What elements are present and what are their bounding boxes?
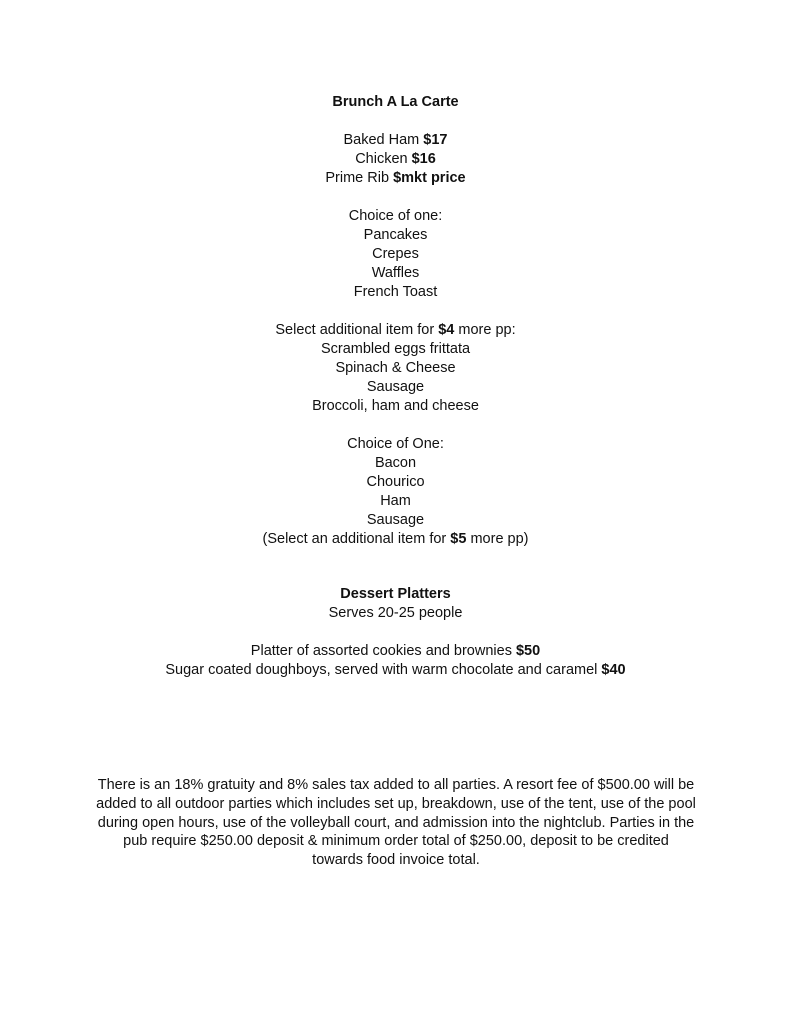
- additional-heading: Select additional item for $4 more pp:: [275, 322, 516, 338]
- brunch-title: Brunch A La Carte: [332, 94, 459, 110]
- entree-item: Baked Ham $17: [343, 132, 448, 148]
- dessert-serves: Serves 20-25 people: [328, 605, 463, 621]
- choice-note: (Select an additional item for $5 more pp): [262, 531, 529, 547]
- entree-item: Chicken $16: [355, 151, 436, 167]
- choice-item: Chourico: [366, 474, 425, 490]
- choice-item: Pancakes: [363, 227, 428, 243]
- choice-item: Crepes: [372, 246, 419, 262]
- choice-heading: Choice of One:: [347, 436, 444, 452]
- choice-item: French Toast: [353, 284, 438, 300]
- dessert-item: Platter of assorted cookies and brownies $50: [250, 643, 541, 659]
- additional-item: Broccoli, ham and cheese: [312, 398, 479, 414]
- dessert-item: Sugar coated doughboys, served with warm chocolate and caramel $40: [165, 662, 626, 678]
- choice-heading: Choice of one:: [348, 208, 443, 224]
- choice-item: Sausage: [366, 512, 425, 528]
- additional-item: Scrambled eggs frittata: [320, 341, 471, 357]
- choice-item: Waffles: [371, 265, 420, 281]
- brunch-section: [0, 93, 791, 549]
- additional-item: Spinach & Cheese: [335, 360, 456, 376]
- choice-item: Bacon: [374, 455, 417, 471]
- dessert-section: [0, 585, 791, 680]
- dessert-title: Dessert Platters: [340, 586, 451, 602]
- footer-terms: There is an 18% gratuity and 8% sales tax added to all parties. A resort fee of $500.00 will be added to all outdoor parties which includes set up, breakdown, use of the tent, use of the pool during open hours, use of the volleyball court, and admission into the nightclub. Parties in the pub require $250.00 deposit & minimum order total of $250.00, deposit to be credited towards food invoice total.: [96, 777, 696, 869]
- additional-item: Sausage: [366, 379, 425, 395]
- choice-item: Ham: [380, 493, 411, 509]
- entree-item: Prime Rib $mkt price: [325, 170, 466, 186]
